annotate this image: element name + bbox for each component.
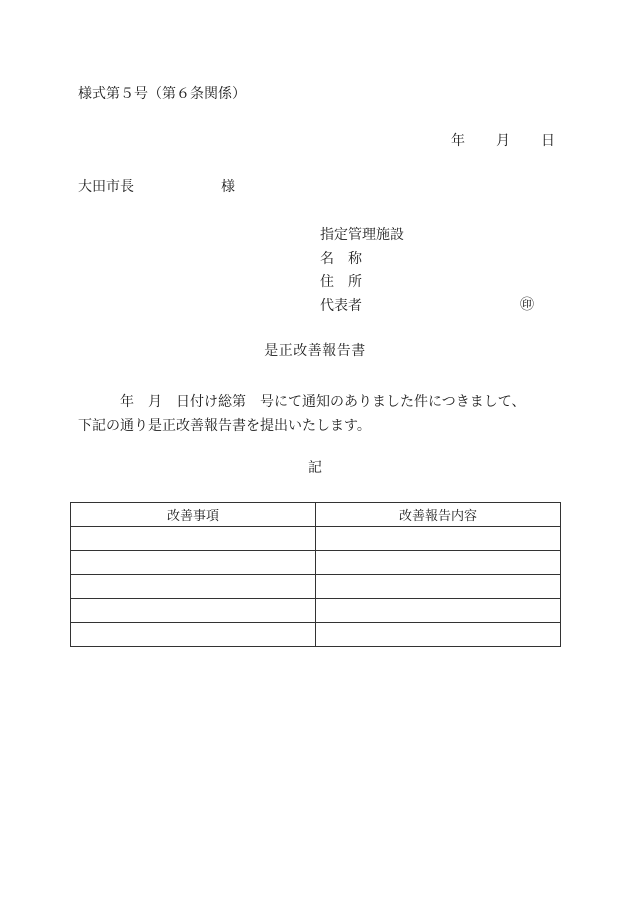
body-text (78, 391, 548, 438)
table-cell[interactable] (316, 575, 561, 599)
table-cell[interactable] (71, 527, 316, 551)
header-improvement-report: 改善報告内容 (316, 503, 561, 527)
header-improvement-item: 改善事項 (71, 503, 316, 527)
improvement-table (70, 502, 561, 647)
table-cell[interactable] (71, 575, 316, 599)
table-row (71, 599, 561, 623)
table-cell[interactable] (316, 599, 561, 623)
addressee-name: 大田市長 (78, 179, 134, 195)
date-month-label: 月 (496, 133, 510, 149)
table-row (71, 551, 561, 575)
document-title: 是正改善報告書 (264, 343, 366, 359)
table-cell[interactable] (316, 551, 561, 575)
date-line (451, 134, 555, 148)
date-year-label: 年 (451, 133, 465, 149)
table-row (71, 623, 561, 647)
table-row (71, 575, 561, 599)
table-row (71, 527, 561, 551)
name-label: 名 称 (320, 250, 362, 267)
seal-mark: ㊞ (520, 297, 534, 313)
form-number: 様式第５号（第６条関係） (78, 86, 246, 102)
table-cell[interactable] (71, 551, 316, 575)
table-cell[interactable] (71, 599, 316, 623)
ki-heading: 記 (308, 460, 322, 476)
representative-label: 代表者 (320, 297, 362, 314)
date-day-label: 日 (541, 133, 555, 149)
applicant-block (320, 228, 404, 322)
table-cell[interactable] (316, 527, 561, 551)
body-line-2: 下記の通り是正改善報告書を提出いたします。 (78, 417, 371, 434)
addressee (78, 179, 235, 195)
facility-label: 指定管理施設 (320, 227, 404, 243)
addressee-honorific: 様 (221, 179, 235, 195)
table-header-row (71, 503, 561, 527)
body-line-1: 年 月 日付け総第 号にて通知のありました件につきまして、 (120, 394, 526, 410)
table-cell[interactable] (71, 623, 316, 647)
table-cell[interactable] (316, 623, 561, 647)
address-label: 住 所 (320, 274, 362, 290)
